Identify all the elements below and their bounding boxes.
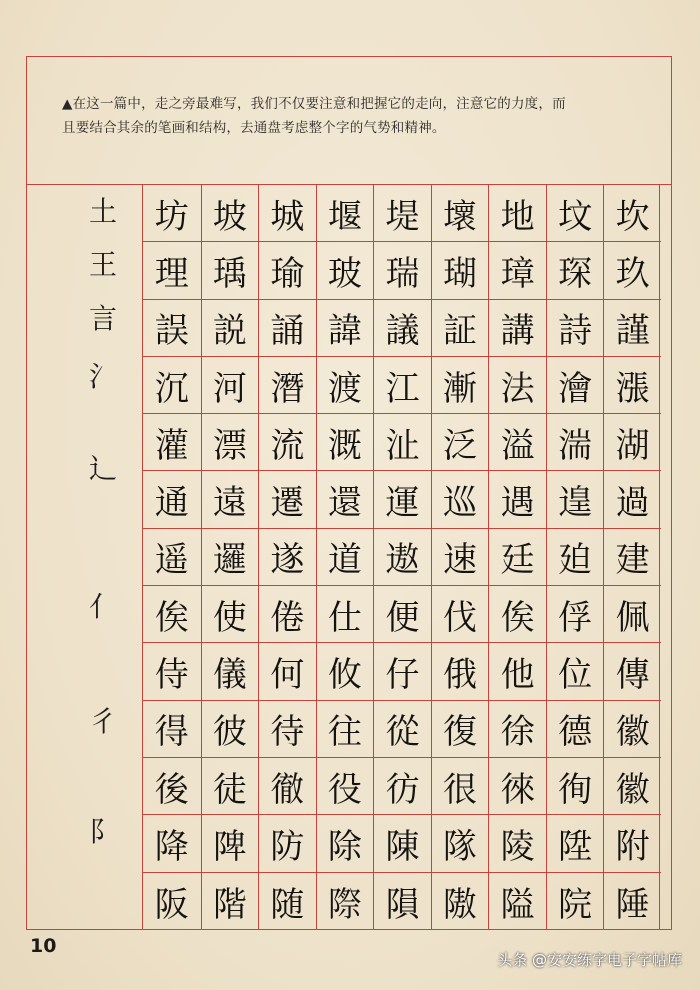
grid-cell: 往	[317, 701, 374, 758]
grid-cell: 徹	[259, 758, 316, 815]
grid-cell: 俟	[489, 586, 546, 643]
grid-cell: 説	[202, 300, 259, 357]
page-number: 10	[30, 935, 57, 957]
grid-cell: 復	[432, 701, 489, 758]
grid-cell: 溉	[317, 414, 374, 471]
grid-cell: 陴	[202, 815, 259, 872]
grid-cell: 誦	[259, 300, 316, 357]
grid-cell: 彷	[374, 758, 431, 815]
grid-cell: 阪	[154, 884, 189, 925]
grid-cell: 堤	[374, 185, 431, 242]
radical-char: 土	[88, 195, 117, 228]
grid-cell: 道	[317, 529, 374, 586]
grid-cell: 速	[432, 529, 489, 586]
grid-cell: 河	[202, 357, 259, 414]
radical-char: 阝	[88, 815, 117, 848]
radical-char: 彳	[88, 705, 117, 738]
grid-cell: 遠	[202, 472, 259, 529]
grid-cell: 位	[547, 643, 604, 700]
radical-char: 氵	[88, 360, 117, 393]
grid-cell: 使	[202, 586, 259, 643]
grid-cell: 階	[212, 884, 247, 925]
grid-cell: 地	[489, 185, 546, 242]
grid-cell: 遷	[259, 472, 316, 529]
grid-cell: 彼	[202, 701, 259, 758]
grid-cell: 徽	[604, 758, 661, 815]
grid-cell: 佩	[604, 586, 661, 643]
grid-cell: 待	[259, 701, 316, 758]
grid-cell: 從	[374, 701, 431, 758]
grid-cell: 坊	[143, 185, 201, 242]
grid-cell: 議	[374, 300, 431, 357]
grid-cell: 便	[374, 586, 431, 643]
instruction-line: ▲在这一篇中，走之旁最难写，我们不仅要注意和把握它的走向，注意它的力度，而	[62, 96, 566, 112]
grid-cell: 瑜	[259, 242, 316, 299]
grid-cell: 灌	[143, 414, 201, 471]
grid-cell: 玖	[604, 242, 661, 299]
grid-cell: 遇	[489, 472, 546, 529]
grid-cell: 潛	[259, 357, 316, 414]
grid-cell: 遥	[143, 529, 201, 586]
grid-cell: 渡	[317, 357, 374, 414]
radical-char: 王	[88, 248, 117, 281]
grid-cell: 何	[259, 643, 316, 700]
grid-cell: 傳	[604, 643, 661, 700]
grid-column	[603, 185, 661, 930]
grid-cell: 運	[374, 472, 431, 529]
grid-cell: 随	[270, 884, 305, 925]
grid-cell: 諱	[317, 300, 374, 357]
grid-cell: 隞	[443, 884, 478, 925]
grid-cell: 流	[259, 414, 316, 471]
grid-cell: 伐	[432, 586, 489, 643]
grid-cell: 除	[317, 815, 374, 872]
grid-cell: 徐	[489, 701, 546, 758]
radical-char: 亻	[88, 590, 117, 623]
grid-cell: 徠	[489, 758, 546, 815]
grid-cell: 琛	[547, 242, 604, 299]
grid-cell: 陳	[374, 815, 431, 872]
grid-column	[373, 185, 431, 930]
grid-column	[316, 185, 374, 930]
grid-cell: 壞	[432, 185, 489, 242]
grid-cell: 坡	[202, 185, 259, 242]
grid-cell: 澮	[547, 357, 604, 414]
grid-cell: 江	[374, 357, 431, 414]
grid-cell: 隊	[432, 815, 489, 872]
grid-cell: 後	[143, 758, 201, 815]
grid-cell: 沉	[143, 357, 201, 414]
radical-char: 言	[88, 302, 117, 335]
grid-column	[546, 185, 604, 930]
radical-char: 辶	[88, 452, 117, 485]
grid-column	[488, 185, 546, 930]
grid-cell: 泛	[432, 414, 489, 471]
grid-cell: 攸	[317, 643, 374, 700]
grid-cell: 瑞	[374, 242, 431, 299]
grid-cell: 俄	[432, 643, 489, 700]
grid-cell: 倦	[259, 586, 316, 643]
grid-cell: 際	[327, 884, 362, 925]
grid-cell: 俟	[143, 586, 201, 643]
grid-cell: 巡	[432, 472, 489, 529]
grid-cell: 儀	[202, 643, 259, 700]
grid-cell: 陲	[615, 884, 650, 925]
character-grid	[142, 185, 660, 930]
grid-cell: 得	[143, 701, 201, 758]
grid-cell: 陞	[547, 815, 604, 872]
grid-cell: 役	[317, 758, 374, 815]
grid-cell: 坟	[547, 185, 604, 242]
grid-cell: 廷	[489, 529, 546, 586]
grid-cell: 漸	[432, 357, 489, 414]
grid-column	[201, 185, 259, 930]
grid-cell: 隘	[500, 884, 535, 925]
grid-cell: 湍	[547, 414, 604, 471]
grid-cell: 沚	[374, 414, 431, 471]
grid-cell: 廹	[547, 529, 604, 586]
grid-cell: 遑	[547, 472, 604, 529]
grid-cell: 湖	[604, 414, 661, 471]
grid-cell: 堰	[317, 185, 374, 242]
grid-cell: 瑚	[432, 242, 489, 299]
grid-cell: 德	[547, 701, 604, 758]
grid-cell: 理	[143, 242, 201, 299]
grid-cell: 降	[143, 815, 201, 872]
grid-cell: 溢	[489, 414, 546, 471]
grid-cell: 防	[259, 815, 316, 872]
grid-cell: 璋	[489, 242, 546, 299]
radical-column	[64, 185, 142, 930]
grid-cell: 漲	[604, 357, 661, 414]
grid-cell: 遨	[374, 529, 431, 586]
grid-cell: 隕	[385, 884, 420, 925]
grid-cell: 詩	[547, 300, 604, 357]
grid-cell: 謹	[604, 300, 661, 357]
grid-cell: 玻	[317, 242, 374, 299]
grid-cell: 徒	[202, 758, 259, 815]
grid-cell: 法	[489, 357, 546, 414]
grid-cell: 城	[259, 185, 316, 242]
grid-cell: 徇	[547, 758, 604, 815]
grid-cell: 仔	[374, 643, 431, 700]
watermark: 头条 @安安练字电子字帖库	[497, 951, 682, 969]
grid-cell: 証	[432, 300, 489, 357]
grid-cell: 陵	[489, 815, 546, 872]
grid-cell: 俘	[547, 586, 604, 643]
instruction-line: 且要结合其余的笔画和结构，去通盘考虑整个字的气势和精神。	[62, 120, 446, 136]
grid-cell: 邏	[202, 529, 259, 586]
grid-cell: 坎	[604, 185, 661, 242]
instruction-text	[62, 92, 652, 140]
grid-cell: 建	[604, 529, 661, 586]
grid-cell: 很	[432, 758, 489, 815]
grid-cell: 仕	[317, 586, 374, 643]
grid-cell: 徽	[604, 701, 661, 758]
grid-cell: 遂	[259, 529, 316, 586]
grid-column	[431, 185, 489, 930]
grid-cell: 誤	[143, 300, 201, 357]
grid-cell: 過	[604, 472, 661, 529]
grid-cell: 講	[489, 300, 546, 357]
grid-cell: 附	[604, 815, 661, 872]
grid-cell: 他	[489, 643, 546, 700]
grid-column	[258, 185, 316, 930]
grid-cell: 還	[317, 472, 374, 529]
grid-cell: 侍	[143, 643, 201, 700]
grid-cell: 漂	[202, 414, 259, 471]
grid-cell: 院	[558, 884, 593, 925]
grid-column	[143, 185, 201, 930]
grid-cell: 通	[143, 472, 201, 529]
grid-cell: 瑀	[202, 242, 259, 299]
